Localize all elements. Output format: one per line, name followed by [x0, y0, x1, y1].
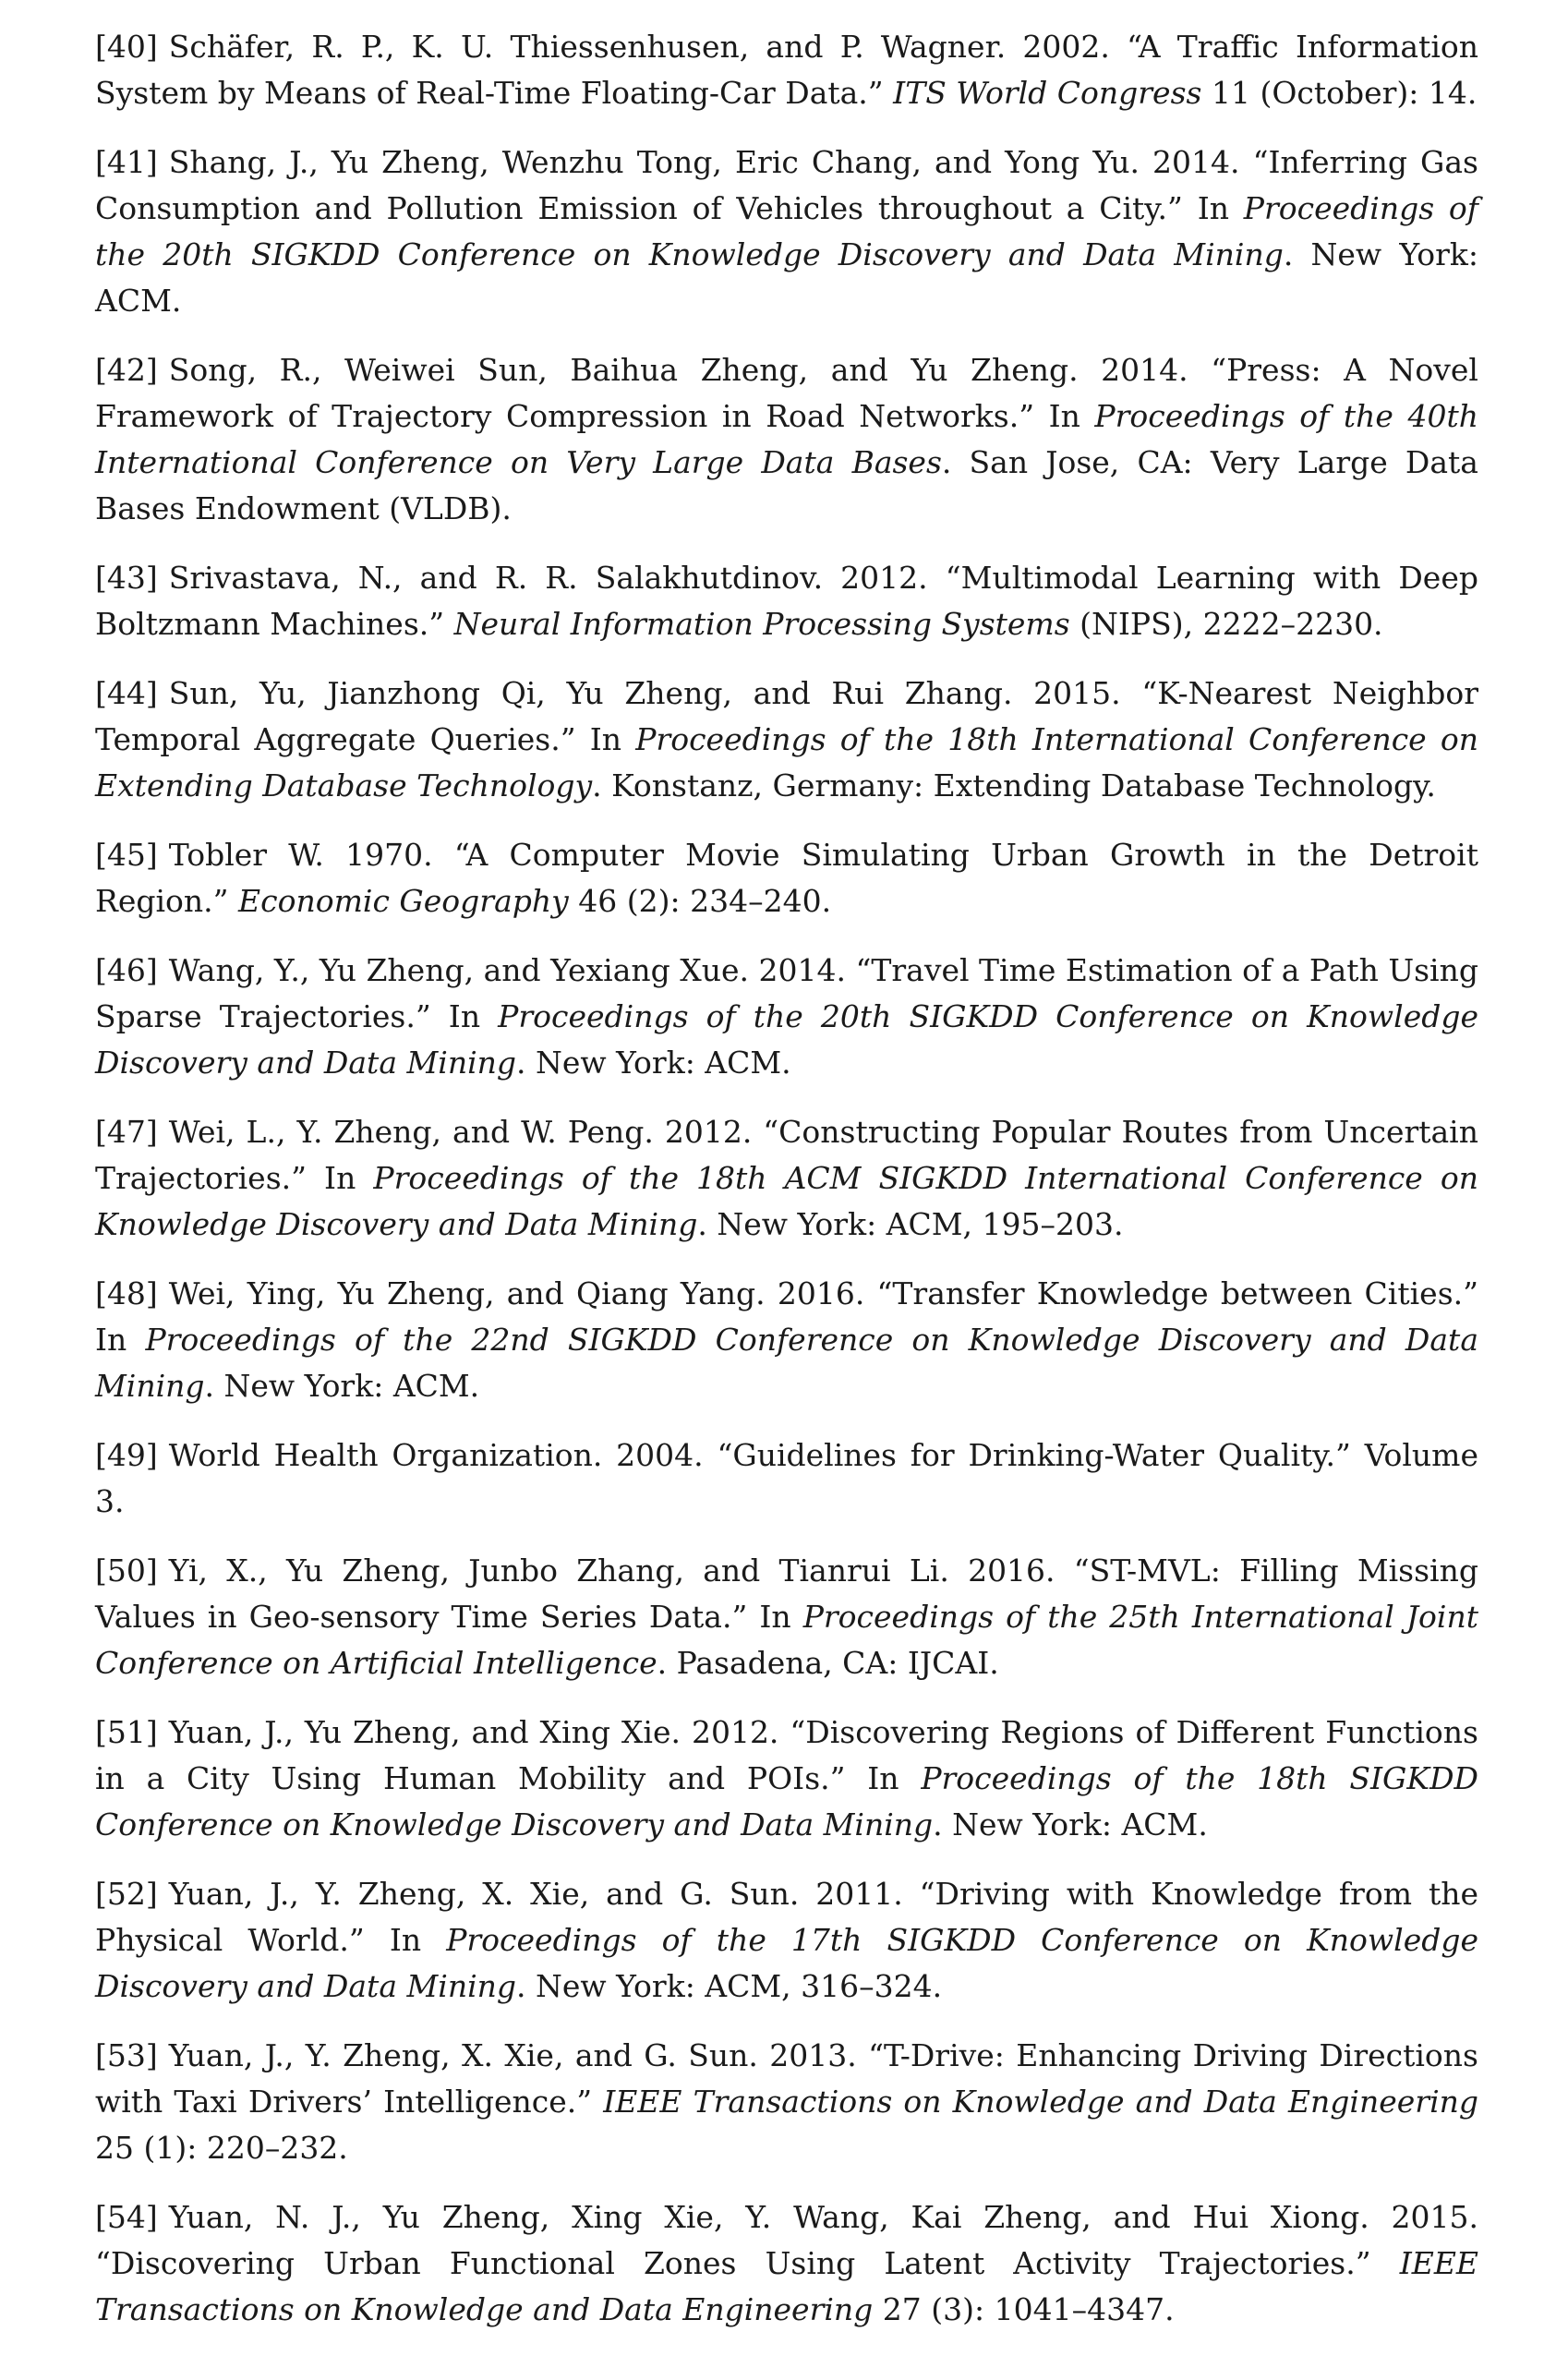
reference-number: [45] — [95, 837, 158, 873]
reference-venue: Proceedings of the 22nd SIGKDD Conference on Knowledge Discovery and Data Mining — [95, 1322, 1478, 1404]
reference-text: . New York: ACM, 316–324. — [516, 1968, 943, 2004]
reference-text: 11 (October): 14. — [1201, 75, 1478, 111]
reference-venue: Proceedings of the 20th SIGKDD Conference on Knowledge Discovery and Data Mining — [95, 190, 1478, 272]
reference-entry — [95, 139, 1478, 324]
reference-text: Tobler W. 1970. “A Computer Movie Simulating Urban Growth in the Detroit Region.” — [95, 837, 1478, 919]
reference-text: 27 (3): 1041–4347. — [873, 2291, 1175, 2327]
reference-text: World Health Organization. 2004. “Guidelines for Drinking-Water Quality.” Volume 3. — [95, 1437, 1478, 1519]
reference-number: [53] — [95, 2037, 158, 2073]
reference-text: . San Jose, CA: Very Large Data Bases Endowment (VLDB). — [95, 444, 1478, 526]
reference-venue: Neural Information Processing Systems — [453, 606, 1070, 642]
reference-number: [48] — [95, 1275, 158, 1311]
reference-text: Song, R., Weiwei Sun, Baihua Zheng, and Yu Zheng. 2014. “Press: A Novel Framework of Trajectory Compression in Road Networks.” In — [95, 352, 1478, 434]
reference-number: [49] — [95, 1437, 158, 1473]
reference-entry — [95, 832, 1478, 924]
reference-text: . Konstanz, Germany: Extending Database Technology. — [592, 767, 1436, 803]
reference-entry — [95, 1271, 1478, 1409]
reference-venue: Proceedings of the 25th International Joint Conference on Artificial Intelligence — [95, 1599, 1478, 1681]
reference-number: [54] — [95, 2199, 158, 2235]
reference-venue: Economic Geography — [238, 883, 569, 919]
reference-text: Srivastava, N., and R. R. Salakhutdinov. 2012. “Multimodal Learning with Deep Boltzmann Machines.” — [95, 560, 1478, 642]
reference-list — [95, 24, 1478, 2356]
reference-text: Schäfer, R. P., K. U. Thiessenhusen, and P. Wagner. 2002. “A Traffic Information System by Means of Real-Time Floating-Car Data.” — [95, 29, 1478, 111]
reference-number: [41] — [95, 144, 158, 180]
reference-text: . Pasadena, CA: IJCAI. — [657, 1645, 999, 1681]
reference-number: [43] — [95, 560, 158, 596]
reference-text: Sun, Yu, Jianzhong Qi, Yu Zheng, and Rui Zhang. 2015. “K-Nearest Neighbor Temporal Aggregate Queries.” In — [95, 675, 1478, 757]
reference-entry — [95, 1548, 1478, 1686]
reference-venue: Proceedings of the 20th SIGKDD Conference on Knowledge Discovery and Data Mining — [95, 998, 1479, 1081]
reference-venue: Proceedings of the 18th International Conference on Extending Database Technology — [95, 721, 1479, 803]
reference-number: [50] — [95, 1553, 158, 1589]
reference-text: . New York: ACM, 195–203. — [697, 1206, 1124, 1242]
reference-entry — [95, 1871, 1478, 2010]
reference-number: [46] — [95, 952, 158, 988]
reference-venue: Proceedings of the 18th SIGKDD Conference on Knowledge Discovery and Data Mining — [95, 1760, 1478, 1843]
reference-entry — [95, 2033, 1478, 2171]
reference-number: [51] — [95, 1714, 158, 1750]
reference-entry — [95, 1109, 1478, 1248]
reference-entry — [95, 24, 1478, 116]
reference-entry — [95, 948, 1478, 1086]
reference-text: Wei, L., Y. Zheng, and W. Peng. 2012. “Constructing Popular Routes from Uncertain Trajectories.” In — [95, 1114, 1478, 1196]
reference-text: Yuan, N. J., Yu Zheng, Xing Xie, Y. Wang, Kai Zheng, and Hui Xiong. 2015. “Discovering Urban Functional Zones Using Latent Activity Trajectories.” — [95, 2199, 1478, 2281]
reference-text: . New York: ACM. — [516, 1045, 791, 1081]
reference-text: Yuan, J., Y. Zheng, X. Xie, and G. Sun. 2011. “Driving with Knowledge from the Physical World.” In — [95, 1876, 1478, 1958]
reference-text: . New York: ACM. — [95, 236, 1478, 319]
reference-venue: Proceedings of the 18th ACM SIGKDD International Conference on Knowledge Discovery and Data Mining — [95, 1160, 1479, 1242]
reference-entry — [95, 2194, 1478, 2333]
reference-entry — [95, 347, 1478, 532]
reference-text: Yuan, J., Y. Zheng, X. Xie, and G. Sun. 2013. “T-Drive: Enhancing Driving Directions with Taxi Drivers’ Intelligence.” — [95, 2037, 1478, 2120]
reference-number: [44] — [95, 675, 158, 711]
reference-text: Yuan, J., Yu Zheng, and Xing Xie. 2012. “Discovering Regions of Different Functions in a City Using Human Mobility and POIs.” In — [95, 1714, 1478, 1796]
reference-text: (NIPS), 2222–2230. — [1069, 606, 1383, 642]
reference-venue: IEEE Transactions on Knowledge and Data Engineering — [603, 2084, 1478, 2120]
reference-entry — [95, 671, 1478, 809]
reference-venue: Proceedings of the 40th International Conference on Very Large Data Bases — [95, 398, 1478, 480]
reference-number: [40] — [95, 29, 158, 65]
reference-text: . New York: ACM. — [933, 1806, 1208, 1843]
reference-entry — [95, 1432, 1478, 1525]
reference-entry — [95, 555, 1478, 647]
reference-text: 46 (2): 234–240. — [568, 883, 832, 919]
reference-text: Wang, Y., Yu Zheng, and Yexiang Xue. 2014. “Travel Time Estimation of a Path Using Sparse Trajectories.” In — [95, 952, 1478, 1034]
reference-text: Wei, Ying, Yu Zheng, and Qiang Yang. 2016. “Transfer Knowledge between Cities.” In — [95, 1275, 1478, 1358]
reference-text: . New York: ACM. — [204, 1368, 480, 1404]
reference-entry — [95, 1710, 1478, 1848]
reference-number: [47] — [95, 1114, 158, 1150]
reference-venue: IEEE Transactions on Knowledge and Data Engineering — [95, 2245, 1478, 2327]
reference-text: Shang, J., Yu Zheng, Wenzhu Tong, Eric Chang, and Yong Yu. 2014. “Inferring Gas Consumption and Pollution Emission of Vehicles throughout a City.” In — [95, 144, 1478, 226]
reference-number: [42] — [95, 352, 158, 388]
reference-venue: ITS World Congress — [893, 75, 1202, 111]
reference-number: [52] — [95, 1876, 158, 1912]
reference-text: 25 (1): 220–232. — [95, 2130, 348, 2166]
reference-venue: Proceedings of the 17th SIGKDD Conference on Knowledge Discovery and Data Mining — [95, 1922, 1478, 2004]
reference-text: Yi, X., Yu Zheng, Junbo Zhang, and Tianrui Li. 2016. “ST-MVL: Filling Missing Values in Geo-sensory Time Series Data.” In — [95, 1553, 1478, 1635]
